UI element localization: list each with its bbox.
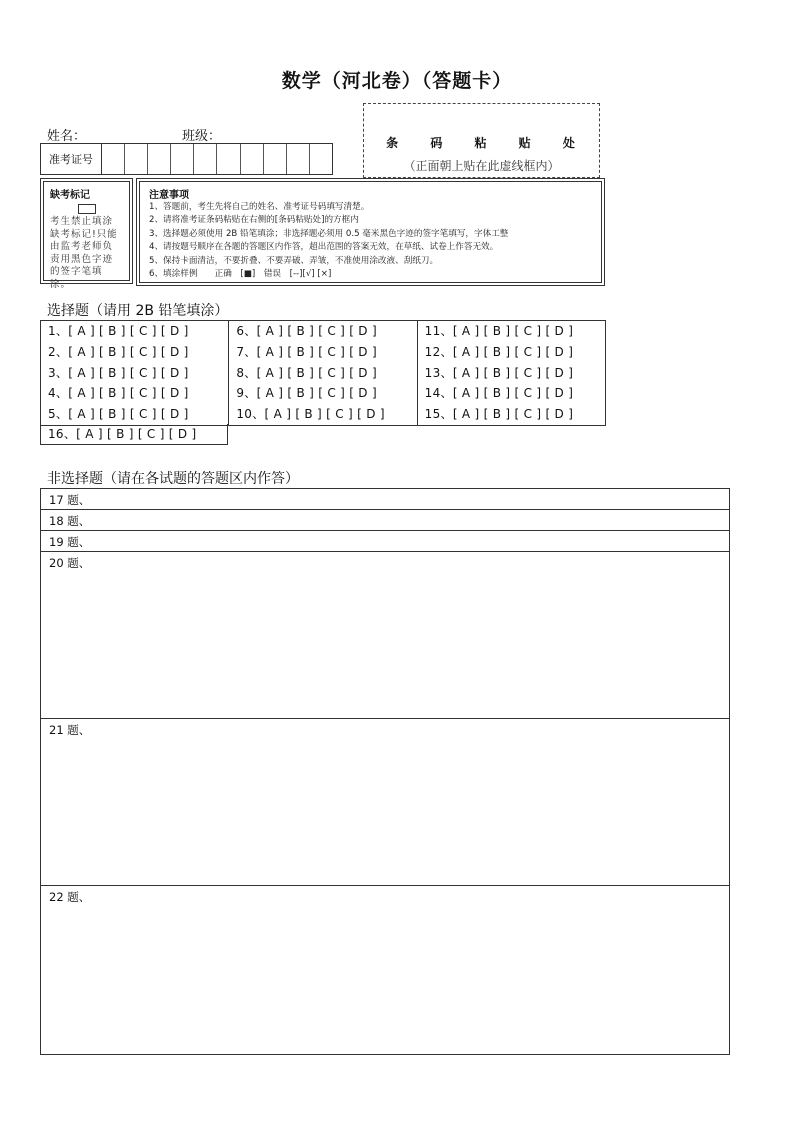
exam-id-label: 准考证号 xyxy=(41,144,102,174)
exam-id-cell[interactable] xyxy=(217,144,240,174)
barcode-note: （正面朝上贴在此虚线框内） xyxy=(403,159,560,173)
answer-box-19[interactable] xyxy=(41,531,729,552)
name-class-row xyxy=(47,125,317,144)
answer-box-20[interactable] xyxy=(41,552,729,719)
barcode-title: 条 码 粘 贴 处 xyxy=(386,136,589,150)
mc-question-row[interactable]: 3、[ A ] [ B ] [ C ] [ D ] xyxy=(48,365,189,380)
mc-question-row[interactable]: 10、[ A ] [ B ] [ C ] [ D ] xyxy=(236,407,385,422)
notice-item: 1、答题前，考生先将自己的姓名、准考证号码填写清楚。 xyxy=(149,202,370,212)
answer-box-21[interactable] xyxy=(41,719,729,886)
notice-item: 6、填涂样例 正确 [■] 错误 [--][√] [×] xyxy=(149,269,332,280)
mc-question-row[interactable]: 11、[ A ] [ B ] [ C ] [ D ] xyxy=(424,324,574,338)
mc-question-row[interactable]: 14、[ A ] [ B ] [ C ] [ D ] xyxy=(424,386,574,401)
absent-mark-title: 缺考标记 xyxy=(50,190,90,201)
name-label: 姓名： xyxy=(47,129,87,144)
mc-question-row[interactable]: 16、[ A ] [ B ] [ C ] [ D ] xyxy=(40,424,228,445)
notice-item: 2、请将准考证条码粘贴在右侧的[条码粘贴处]的方框内 xyxy=(149,215,359,226)
notice-item: 3、选择题必须使用 2B 铅笔填涂；非选择题必须用 0.5 毫米黑色字迹的签字笔填写，字体工整 xyxy=(149,228,509,239)
notice-title: 注意事项 xyxy=(149,190,189,201)
mc-question-row[interactable]: 4、[ A ] [ B ] [ C ] [ D ] xyxy=(48,386,189,401)
barcode-area xyxy=(363,103,600,178)
class-label: 班级： xyxy=(182,129,222,144)
mc-answer-grid xyxy=(40,320,606,426)
exam-id-cell[interactable] xyxy=(264,144,287,174)
answer-box-18[interactable] xyxy=(41,510,729,531)
answer-label: 18 题、 xyxy=(49,514,91,528)
answer-box-17[interactable] xyxy=(41,489,729,510)
mc-section-heading: 选择题（请用 2B 铅笔填涂） xyxy=(47,303,229,319)
exam-id-cell[interactable] xyxy=(194,144,217,174)
exam-id-cell[interactable] xyxy=(171,144,194,174)
answer-label: 20 题、 xyxy=(49,556,91,570)
name-field[interactable] xyxy=(86,129,182,144)
answer-box-22[interactable] xyxy=(41,886,729,1052)
mc-question-row[interactable]: 9、[ A ] [ B ] [ C ] [ D ] xyxy=(236,386,377,401)
answer-label: 21 题、 xyxy=(49,723,91,737)
nonmc-section-heading: 非选择题（请在各试题的答题区内作答） xyxy=(47,471,299,487)
notice-item: 5、保持卡面清洁，不要折叠、不要弄破、弄皱，不准使用涂改液、刮纸刀。 xyxy=(149,255,439,266)
mc-column xyxy=(229,321,417,425)
exam-id-cell[interactable] xyxy=(287,144,310,174)
class-field[interactable] xyxy=(221,129,317,144)
answer-label: 22 题、 xyxy=(49,890,91,904)
absent-mark-panel xyxy=(40,178,133,290)
exam-id-cell[interactable] xyxy=(125,144,148,174)
mc-question-row[interactable]: 1、[ A ] [ B ] [ C ] [ D ] xyxy=(48,324,189,338)
mc-question-row[interactable]: 5、[ A ] [ B ] [ C ] [ D ] xyxy=(48,407,189,422)
absent-mark-box[interactable] xyxy=(78,204,96,214)
mc-column xyxy=(41,321,229,425)
exam-id-cell[interactable] xyxy=(310,144,332,174)
absent-mark-text: 考生禁止填涂缺考标记!只能由监考老师负责用黑色字迹的签字笔填涂。 xyxy=(50,216,118,290)
page-title: 数学（河北卷）（答题卡） xyxy=(281,70,513,92)
mc-question-row[interactable]: 6、[ A ] [ B ] [ C ] [ D ] xyxy=(236,324,377,338)
mc-question-row[interactable]: 7、[ A ] [ B ] [ C ] [ D ] xyxy=(236,344,377,359)
exam-id-grid xyxy=(40,143,333,175)
exam-id-cell[interactable] xyxy=(102,144,125,174)
answer-label: 19 题、 xyxy=(49,535,91,549)
mc-question-row[interactable]: 13、[ A ] [ B ] [ C ] [ D ] xyxy=(424,365,574,380)
mc-question-row[interactable]: 8、[ A ] [ B ] [ C ] [ D ] xyxy=(236,365,377,380)
mc-question-row[interactable]: 12、[ A ] [ B ] [ C ] [ D ] xyxy=(424,344,574,359)
exam-id-cell[interactable] xyxy=(241,144,264,174)
mc-question-row[interactable]: 2、[ A ] [ B ] [ C ] [ D ] xyxy=(48,344,189,359)
mc-column xyxy=(418,321,605,425)
exam-id-cell[interactable] xyxy=(148,144,171,174)
mc-question-row[interactable]: 15、[ A ] [ B ] [ C ] [ D ] xyxy=(424,407,574,422)
answer-label: 17 题、 xyxy=(49,493,91,507)
notice-item: 4、请按题号顺序在各题的答题区内作答，超出范围的答案无效，在草纸、试卷上作答无效。 xyxy=(149,242,499,253)
notice-panel xyxy=(136,178,605,286)
answer-area xyxy=(40,488,730,1055)
